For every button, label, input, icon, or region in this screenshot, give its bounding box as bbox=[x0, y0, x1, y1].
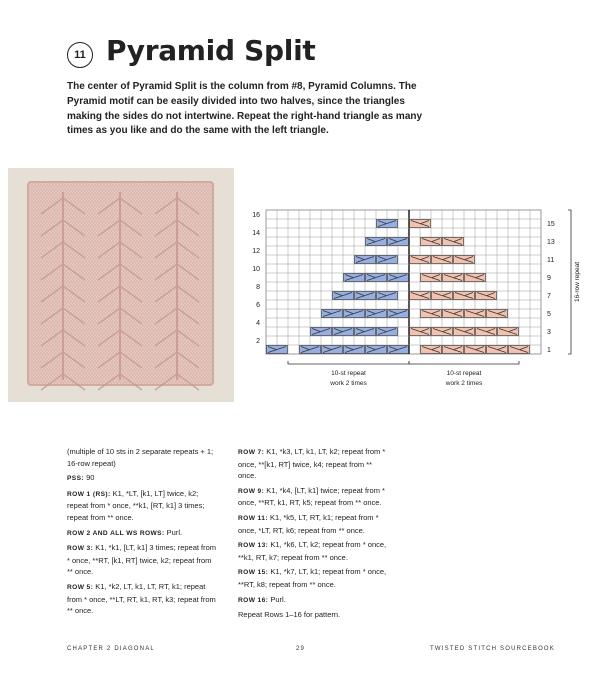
left-twist-stitch bbox=[344, 274, 365, 282]
footer-page-number: 29 bbox=[296, 646, 306, 652]
left-twist-stitch bbox=[355, 292, 376, 300]
row-label-left: 14 bbox=[252, 230, 260, 237]
row-label-left: 12 bbox=[252, 248, 260, 255]
left-twist-stitch bbox=[267, 346, 288, 354]
row-label-right: 11 bbox=[547, 257, 555, 264]
row-instruction: ROW 15: K1, *k7, LT, k1; repeat from * once, **RT, k8; repeat from ** once. bbox=[238, 567, 387, 589]
row-label-left: 10 bbox=[252, 266, 260, 273]
instructions-column-right bbox=[238, 446, 390, 621]
right-twist-stitch bbox=[487, 310, 508, 318]
multiple-text: (multiple of 10 sts in 2 separate repeats + 1; 16-row repeat) bbox=[67, 447, 214, 468]
right-twist-stitch bbox=[432, 256, 453, 264]
row-repeat-label: 16-row repeat bbox=[574, 261, 581, 303]
row-instruction: ROW 3: K1, *k1, [LT, k1] 3 times; repeat from * once, **RT, [k1, RT] twice, k2; repeat from ** once. bbox=[67, 543, 217, 577]
knit-swatch-image bbox=[8, 168, 234, 402]
left-twist-stitch bbox=[333, 292, 354, 300]
knit-swatch-photo bbox=[8, 168, 234, 402]
repeat-left-label: 10-st repeat bbox=[331, 370, 366, 377]
left-twist-stitch bbox=[366, 310, 387, 318]
left-twist-stitch bbox=[366, 274, 387, 282]
left-twist-stitch bbox=[377, 292, 398, 300]
stitch-chart bbox=[246, 196, 596, 396]
right-twist-stitch bbox=[509, 346, 530, 354]
repeat-right-bracket bbox=[409, 361, 519, 364]
row-label-right: 7 bbox=[547, 293, 551, 300]
row-label-left: 16 bbox=[252, 212, 260, 219]
right-twist-stitch bbox=[476, 292, 497, 300]
right-twist-stitch bbox=[421, 238, 442, 246]
row-instruction: ROW 9: K1, *k4, [LT, k1] twice; repeat from * once, **RT, k1, RT, k5; repeat from ** once. bbox=[238, 485, 385, 508]
repeat-right-label: 10-st repeat bbox=[446, 370, 482, 377]
row-instruction: ROW 11: K1, *k5, LT, RT, k1; repeat from * once, *LT, RT, k6; repeat from ** once. bbox=[238, 512, 379, 535]
left-twist-stitch bbox=[311, 328, 332, 336]
pss-label: PSS: bbox=[67, 475, 84, 483]
pattern-number-badge bbox=[67, 42, 93, 68]
left-twist-stitch bbox=[322, 346, 343, 354]
right-twist-stitch bbox=[476, 328, 497, 336]
row-label-left: 2 bbox=[256, 338, 260, 345]
right-twist-stitch bbox=[410, 220, 431, 228]
row-label-right: 1 bbox=[547, 347, 551, 354]
right-twist-stitch bbox=[465, 310, 486, 318]
repeat-left-bracket bbox=[288, 361, 409, 364]
repeat-right-count: work 2 times bbox=[445, 380, 483, 387]
left-twist-stitch bbox=[377, 220, 398, 228]
row-instruction: ROW 2 AND ALL WS ROWS: Purl. bbox=[67, 527, 183, 537]
right-twist-stitch bbox=[443, 238, 464, 246]
right-twist-stitch bbox=[498, 328, 519, 336]
right-twist-stitch bbox=[410, 328, 431, 336]
page-title: Pyramid Split bbox=[106, 34, 316, 67]
pattern-number: 11 bbox=[74, 49, 86, 61]
right-twist-stitch bbox=[410, 292, 431, 300]
row-label-right: 5 bbox=[547, 311, 551, 318]
right-twist-stitch bbox=[454, 256, 475, 264]
right-twist-stitch bbox=[410, 256, 431, 264]
row-repeat-bracket bbox=[568, 210, 571, 354]
footer-book-title: TWISTED STITCH SOURCEBOOK bbox=[430, 646, 556, 652]
left-twist-stitch bbox=[388, 238, 409, 246]
right-twist-stitch bbox=[487, 346, 508, 354]
left-twist-stitch bbox=[366, 346, 387, 354]
right-twist-stitch bbox=[465, 274, 486, 282]
footer-chapter: CHAPTER 2 DIAGONAL bbox=[67, 646, 155, 652]
right-twist-stitch bbox=[421, 274, 442, 282]
row-label-right: 15 bbox=[547, 221, 555, 228]
left-twist-stitch bbox=[322, 310, 343, 318]
row-label-right: 9 bbox=[547, 275, 551, 282]
row-instruction: ROW 7: K1, *k3, LT, k1, LT, k2; repeat from * once, **[k1, RT] twice, k4; repeat from ** once. bbox=[238, 447, 386, 481]
intro-paragraph: The center of Pyramid Split is the column from #8, Pyramid Columns. The Pyramid motif can be easily divided into two halves, since the triangles making the sides do not intertwine. Repeat the right-hand triangle as many times as you like and do the same with the left triangle. bbox=[67, 81, 423, 137]
row-instruction: ROW 5: K1, *k2, LT, k1, LT, RT, k1; repeat from * once, **LT, RT, k1, RT, k3; repeat from ** once. bbox=[67, 581, 216, 616]
row-label-right: 3 bbox=[547, 329, 551, 336]
right-twist-stitch bbox=[432, 328, 453, 336]
left-twist-stitch bbox=[344, 346, 365, 354]
row-instruction: ROW 13: K1, *k6, LT, k2; repeat from * once, **k1, RT, k7; repeat from ** once. bbox=[238, 540, 387, 562]
repeat-left-count: work 2 times bbox=[330, 380, 367, 387]
right-twist-stitch bbox=[421, 310, 442, 318]
right-twist-stitch bbox=[443, 346, 464, 354]
left-twist-stitch bbox=[355, 256, 376, 264]
left-twist-stitch bbox=[344, 310, 365, 318]
right-twist-stitch bbox=[465, 346, 486, 354]
row-label-left: 8 bbox=[256, 284, 260, 291]
right-twist-stitch bbox=[421, 346, 442, 354]
left-twist-stitch bbox=[355, 328, 376, 336]
row-label-right: 13 bbox=[547, 239, 555, 246]
right-twist-stitch bbox=[443, 274, 464, 282]
row-instruction: ROW 1 (RS): K1, *LT, [k1, LT] twice, k2; repeat from * once, **k1, [RT, k1] 3 times; repeat from ** once. bbox=[67, 488, 205, 522]
left-twist-stitch bbox=[377, 256, 398, 264]
left-twist-stitch bbox=[388, 346, 409, 354]
right-twist-stitch bbox=[454, 292, 475, 300]
row-label-left: 6 bbox=[256, 302, 260, 309]
instructions-column-left bbox=[67, 446, 219, 617]
pss-value: 90 bbox=[84, 473, 95, 483]
repeat-rows-text: Repeat Rows 1–16 for pattern. bbox=[238, 610, 341, 620]
right-twist-stitch bbox=[443, 310, 464, 318]
row-instruction: ROW 16: Purl. bbox=[238, 594, 286, 604]
left-twist-stitch bbox=[388, 310, 409, 318]
left-twist-stitch bbox=[366, 238, 387, 246]
left-twist-stitch bbox=[333, 328, 354, 336]
row-label-left: 4 bbox=[256, 320, 260, 327]
left-twist-stitch bbox=[300, 346, 321, 354]
right-twist-stitch bbox=[432, 292, 453, 300]
right-twist-stitch bbox=[454, 328, 475, 336]
left-twist-stitch bbox=[377, 328, 398, 336]
left-twist-stitch bbox=[388, 274, 409, 282]
